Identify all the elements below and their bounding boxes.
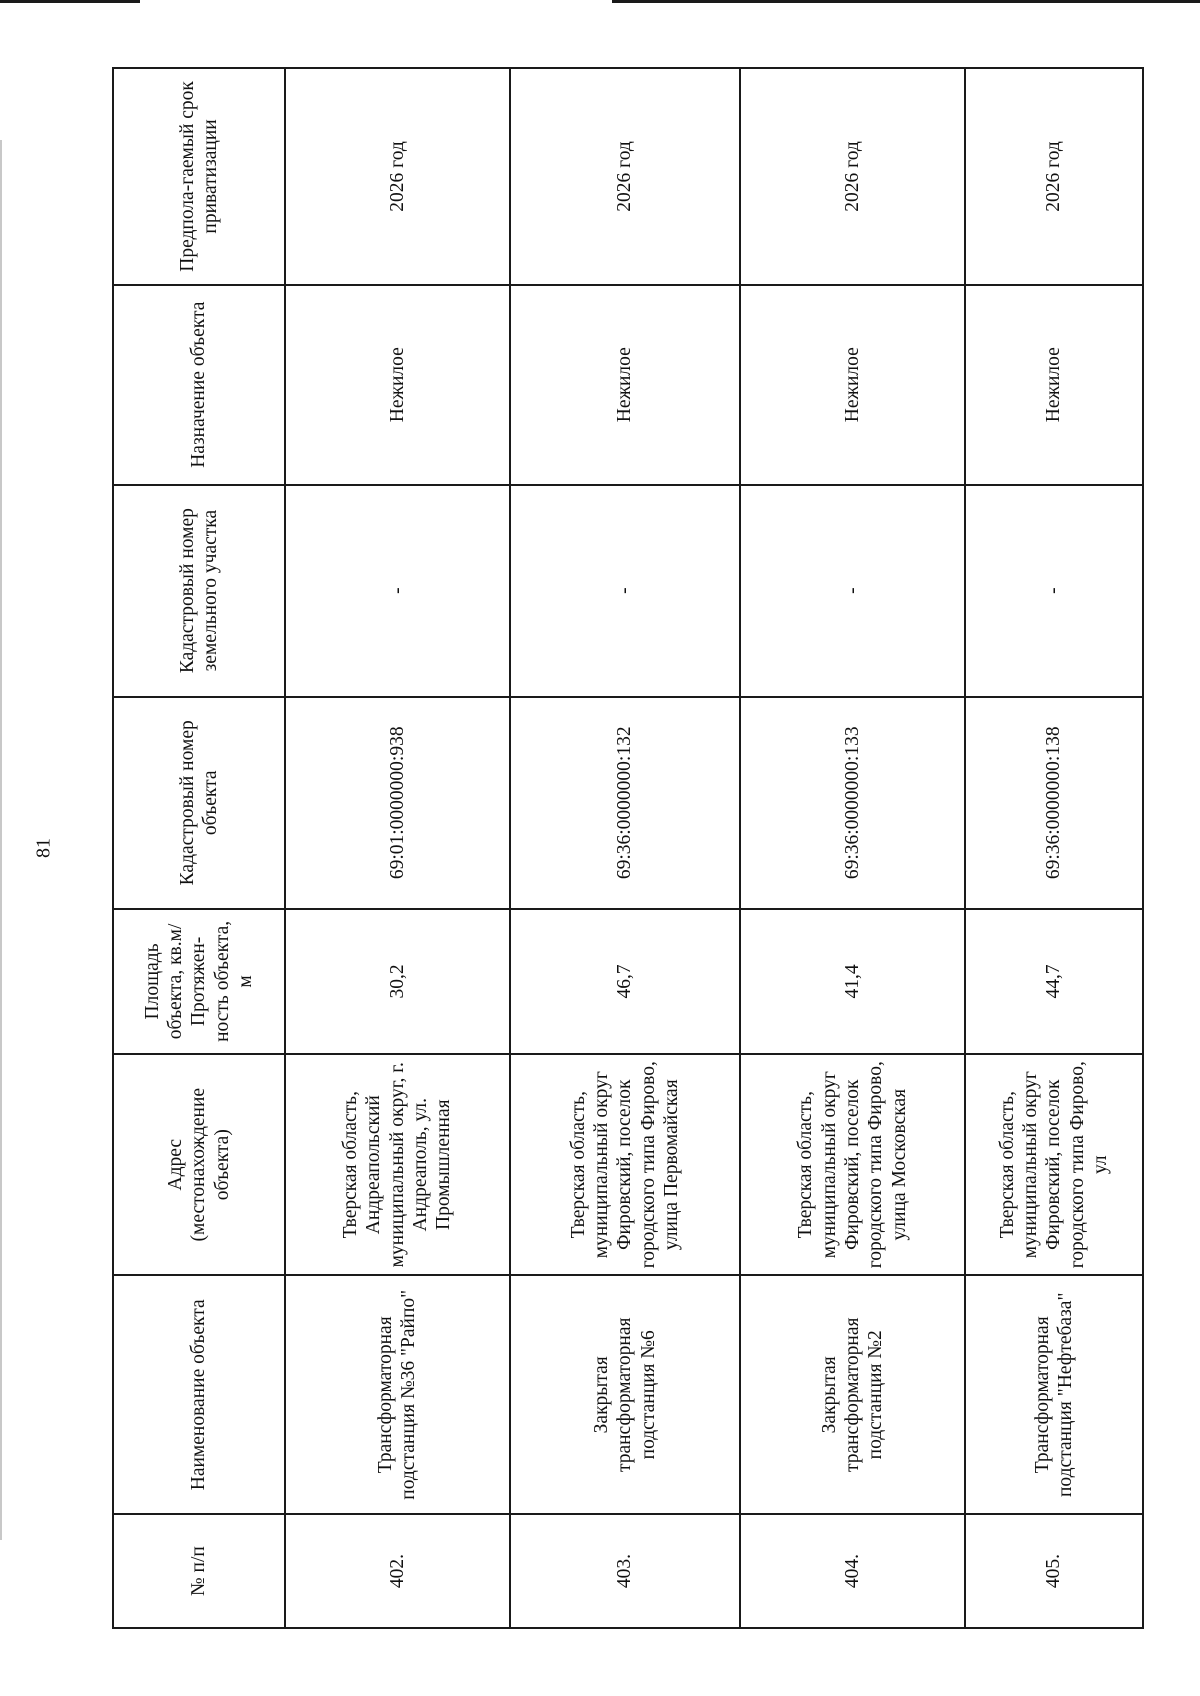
land-cadastral-number: - [285,485,510,697]
table-header-row [113,68,285,1628]
land-cadastral-number: - [510,485,741,697]
object-area: 44,7 [965,909,1143,1054]
land-cadastral-number: - [740,485,965,697]
header-number: № п/п [113,1514,285,1628]
object-address: Тверская область, муниципальный округ Фировский, поселок городского типа Фирово, улица Первомайская [510,1054,741,1276]
row-number: 403. [510,1514,741,1628]
land-cadastral-number: - [965,485,1143,697]
object-address: Тверская область, муниципальный округ Фировский, поселок городского типа Фирово, ул [965,1054,1143,1276]
privatization-term: 2026 год [510,68,741,285]
object-address: Тверская область, муниципальный округ Фировский, поселок городского типа Фирово, улица Московская [740,1054,965,1276]
header-area: Площадь объекта, кв.м/ Протяжен-ность объекта, м [113,909,285,1054]
header-address: Адрес (местонахождение объекта) [113,1054,285,1276]
privatization-table [112,67,1144,1629]
page-number: 81 [32,838,55,858]
row-number: 405. [965,1514,1143,1628]
object-name: Закрытая трансформаторная подстанция №2 [740,1275,965,1514]
privatization-term: 2026 год [285,68,510,285]
object-cadastral-number: 69:01:0000000:938 [285,697,510,909]
header-object-name: Наименование объекта [113,1275,285,1514]
object-name: Трансформаторная подстанция "Нефтебаза" [965,1275,1143,1514]
document-table-container [112,67,1144,1629]
privatization-term: 2026 год [965,68,1143,285]
header-privatization-term: Предпола-гаемый срок приватизации [113,68,285,285]
scan-edge [0,140,2,1540]
row-number: 404. [740,1514,965,1628]
object-cadastral-number: 69:36:0000000:132 [510,697,741,909]
object-address: Тверская область, Андреапольский муниципальный округ, г. Андреаполь, ул. Промышленная [285,1054,510,1276]
header-cadastral-number: Кадастровый номер объекта [113,697,285,909]
row-number: 402. [285,1514,510,1628]
header-land-cadastral-number: Кадастровый номер земельного участка [113,485,285,697]
object-purpose: Нежилое [965,285,1143,485]
privatization-term: 2026 год [740,68,965,285]
object-purpose: Нежилое [740,285,965,485]
table-row [285,68,510,1628]
object-name: Трансформаторная подстанция №36 "Райпо" [285,1275,510,1514]
object-name: Закрытая трансформаторная подстанция №6 [510,1275,741,1514]
object-cadastral-number: 69:36:0000000:133 [740,697,965,909]
table-row [510,68,741,1628]
object-area: 41,4 [740,909,965,1054]
object-area: 46,7 [510,909,741,1054]
object-purpose: Нежилое [285,285,510,485]
scan-border-line [612,0,1200,3]
header-purpose: Назначение объекта [113,285,285,485]
table-row [740,68,965,1628]
scan-border-line [0,0,140,3]
object-cadastral-number: 69:36:0000000:138 [965,697,1143,909]
object-area: 30,2 [285,909,510,1054]
object-purpose: Нежилое [510,285,741,485]
table-row [965,68,1143,1628]
